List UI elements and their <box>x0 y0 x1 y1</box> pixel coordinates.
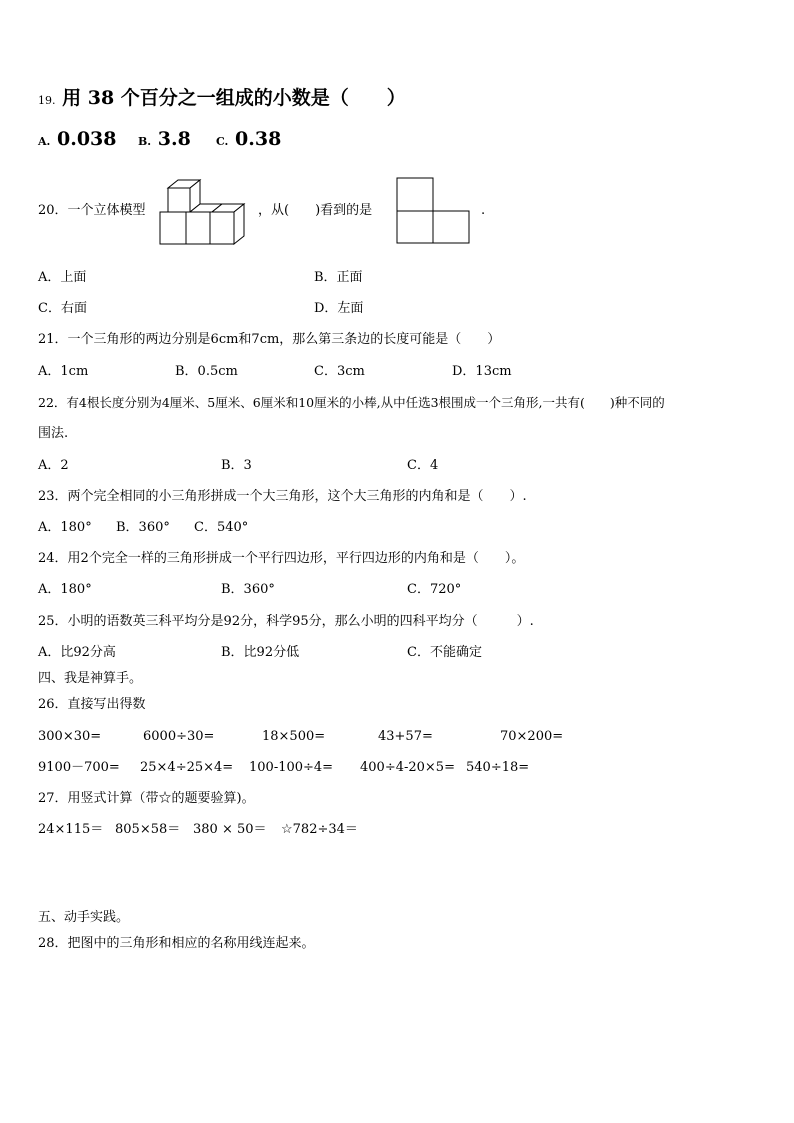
q26-expr: 9100－700= <box>38 760 120 775</box>
q25-option-a[interactable]: A．比92分高 <box>38 645 116 660</box>
q21-option-b[interactable]: B．0.5cm <box>175 364 238 379</box>
q21-option-a[interactable]: A．1cm <box>38 364 89 379</box>
q21-text: 21．一个三角形的两边分别是6cm和7cm，那么第三条边的长度可能是（ ） <box>38 332 501 347</box>
question-number: 19. <box>38 94 56 107</box>
q27-item: 24×115＝ <box>38 822 104 837</box>
q20-option-b[interactable]: B．正面 <box>314 270 363 285</box>
q22-option-a[interactable]: A．2 <box>38 458 69 473</box>
question-text: 用 38 个百分之一组成的小数是（ ） <box>62 87 406 109</box>
cube-model-figure <box>158 178 250 246</box>
section-4-heading: 四、我是神算手。 <box>38 671 143 686</box>
q27-item: 380 × 50＝ <box>193 822 267 837</box>
option-label: C. <box>216 135 229 148</box>
q26-expr: 6000÷30= <box>143 729 215 744</box>
option-value: 3.8 <box>157 128 191 150</box>
option-label: A. <box>38 135 51 148</box>
q26-expr: 540÷18= <box>466 760 530 775</box>
q24-text: 24．用2个完全一样的三角形拼成一个平行四边形，平行四边形的内角和是（ ）。 <box>38 551 525 566</box>
q22-line2: 围法. <box>38 426 69 441</box>
q26-expr: 70×200= <box>500 729 564 744</box>
section-5-heading: 五、动手实践。 <box>38 910 130 925</box>
q26-expr: 100-100÷4= <box>249 760 334 775</box>
q20-suffix: . <box>481 203 486 218</box>
q22-line1: 22．有4根长度分别为4厘米、5厘米、6厘米和10厘米的小棒,从中任选3根围成一个三角形,一共有( )种不同的 <box>38 395 665 410</box>
q23-option-b[interactable]: B．360° <box>116 520 170 535</box>
q25-text: 25．小明的语数英三科平均分是92分，科学95分，那么小明的四科平均分（ ）. <box>38 614 534 629</box>
q26-expr: 300×30= <box>38 729 102 744</box>
q25-option-c[interactable]: C．不能确定 <box>407 645 482 660</box>
option-value: 0.38 <box>235 128 282 150</box>
q23-text: 23．两个完全相同的小三角形拼成一个大三角形，这个大三角形的内角和是（ ）. <box>38 489 527 504</box>
q27-item: ☆782÷34＝ <box>281 822 358 837</box>
q23-option-a[interactable]: A．180° <box>38 520 92 535</box>
q28-text: 28．把图中的三角形和相应的名称用线连起来。 <box>38 936 315 951</box>
q21-option-c[interactable]: C．3cm <box>314 364 365 379</box>
q22-option-b[interactable]: B．3 <box>221 458 252 473</box>
q20-option-d[interactable]: D．左面 <box>314 301 364 316</box>
question-19 <box>38 86 406 113</box>
q20-middle: ，从( )看到的是 <box>258 203 373 218</box>
q23-option-c[interactable]: C．540° <box>194 520 249 535</box>
q25-option-b[interactable]: B．比92分低 <box>221 645 300 660</box>
view-figure <box>396 177 472 245</box>
q20-prefix: 20．一个立体模型 <box>38 203 146 218</box>
option-value: 0.038 <box>57 128 117 150</box>
q24-option-a[interactable]: A．180° <box>38 582 92 597</box>
q19-option-a[interactable] <box>38 127 117 154</box>
q22-option-c[interactable]: C．4 <box>407 458 439 473</box>
q26-expr: 25×4÷25×4= <box>140 760 234 775</box>
q26-expr: 18×500= <box>262 729 326 744</box>
q26-expr: 43+57= <box>378 729 433 744</box>
q26-title: 26．直接写出得数 <box>38 697 146 712</box>
q26-expr: 400÷4-20×5= <box>360 760 455 775</box>
q27-title: 27．用竖式计算（带☆的题要验算)。 <box>38 791 255 806</box>
q20-option-c[interactable]: C．右面 <box>38 301 87 316</box>
q19-option-b[interactable] <box>138 127 191 154</box>
q20-option-a[interactable]: A．上面 <box>38 270 87 285</box>
q19-option-c[interactable] <box>216 127 281 154</box>
q24-option-b[interactable]: B．360° <box>221 582 275 597</box>
q24-option-c[interactable]: C．720° <box>407 582 462 597</box>
option-label: B. <box>138 135 152 148</box>
q21-option-d[interactable]: D．13cm <box>452 364 512 379</box>
q27-item: 805×58＝ <box>115 822 181 837</box>
